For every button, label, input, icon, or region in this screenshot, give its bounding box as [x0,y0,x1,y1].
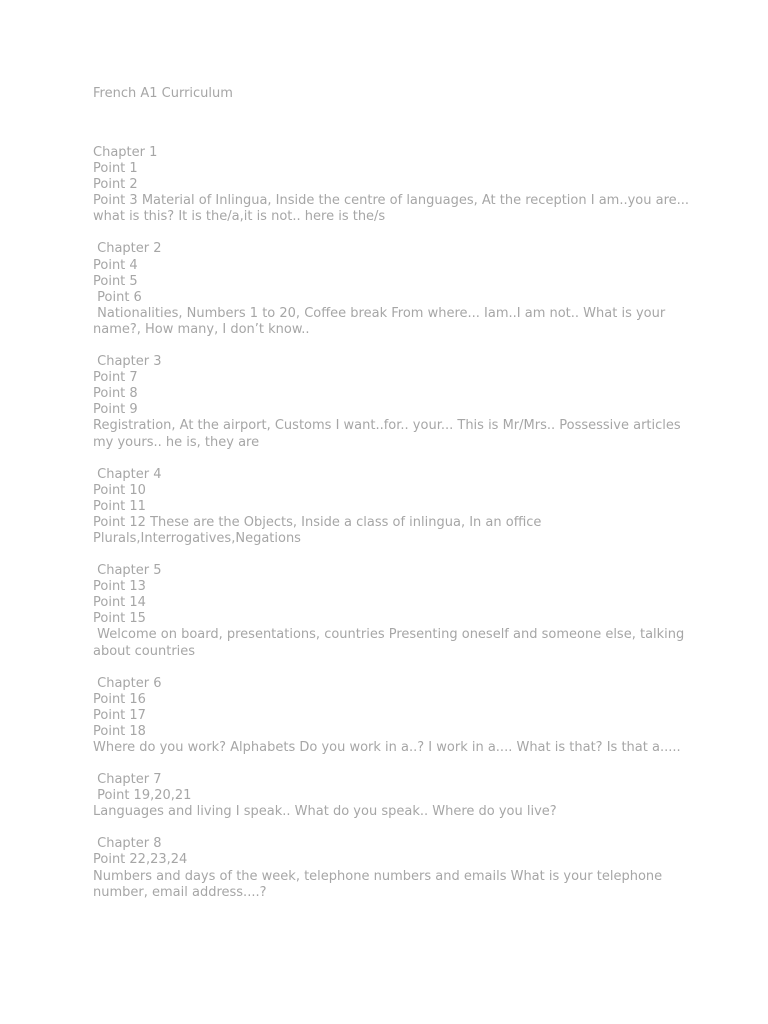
chapter-point: Point 7 [93,370,138,386]
chapter-point: Point 6 [93,289,142,305]
chapter-heading: Chapter 7 [93,772,162,788]
chapter-section [93,772,693,820]
chapter-point: Point 16 [93,691,146,707]
chapter-point: Point 22,23,24 [93,852,188,868]
chapter-section [93,467,693,547]
chapter-heading: Chapter 8 [93,836,162,852]
chapter-description: Where do you work? Alphabets Do you work in a..? I work in a.... What is that? Is that a..... [93,740,681,755]
chapter-heading: Chapter 6 [93,675,162,691]
chapter-description: Point 3 Material of Inlingua, Inside the centre of languages, At the reception I am..you are... what is this? It is the/a,it is not.. here is the/s [93,193,694,225]
chapter-description: Languages and living I speak.. What do you speak.. Where do you live? [93,804,557,820]
chapter-description: Nationalities, Numbers 1 to 20, Coffee break From where... Iam..I am not.. What is your name?, How many, I don’t know.. [93,305,670,337]
chapter-point: Point 15 [93,611,146,627]
chapter-section [93,563,693,660]
chapter-point: Point 14 [93,595,146,611]
chapter-heading: Chapter 4 [93,466,162,482]
document-title: French A1 Curriculum [93,86,233,101]
chapter-point: Point 11 [93,498,146,514]
chapter-heading: Chapter 1 [93,145,158,160]
chapter-section [93,145,693,225]
chapter-point: Point 5 [93,273,138,289]
chapter-point: Point 19,20,21 [93,788,192,804]
chapter-point: Point 17 [93,707,146,723]
chapter-description: Numbers and days of the week, telephone numbers and emails What is your telephone number, email address....? [93,868,667,900]
chapter-point: Point 8 [93,386,138,402]
chapter-point: Point 1 [93,161,138,177]
chapter-section [93,836,693,900]
chapter-point: Point 2 [93,177,138,193]
chapter-heading: Chapter 3 [93,354,162,370]
chapter-point: Point 9 [93,402,138,418]
chapter-point: Point 10 [93,482,146,498]
chapter-description: Point 12 These are the Objects, Inside a class of inlingua, In an office Plurals,Interrogatives,Negations [93,514,546,546]
chapter-list [93,145,693,901]
chapter-point: Point 18 [93,723,146,739]
chapter-point: Point 4 [93,257,138,273]
chapter-description: Registration, At the airport, Customs I want..for.. your... This is Mr/Mrs.. Possessive articles my yours.. he is, they are [93,418,685,450]
document-page [93,86,693,917]
chapter-point: Point 13 [93,579,146,595]
chapter-section [93,241,693,338]
chapter-heading: Chapter 5 [93,563,162,579]
chapter-heading: Chapter 2 [93,241,162,257]
chapter-description: Welcome on board, presentations, countries Presenting oneself and someone else, talking about countries [93,627,689,659]
chapter-section [93,676,693,756]
chapter-section [93,354,693,451]
